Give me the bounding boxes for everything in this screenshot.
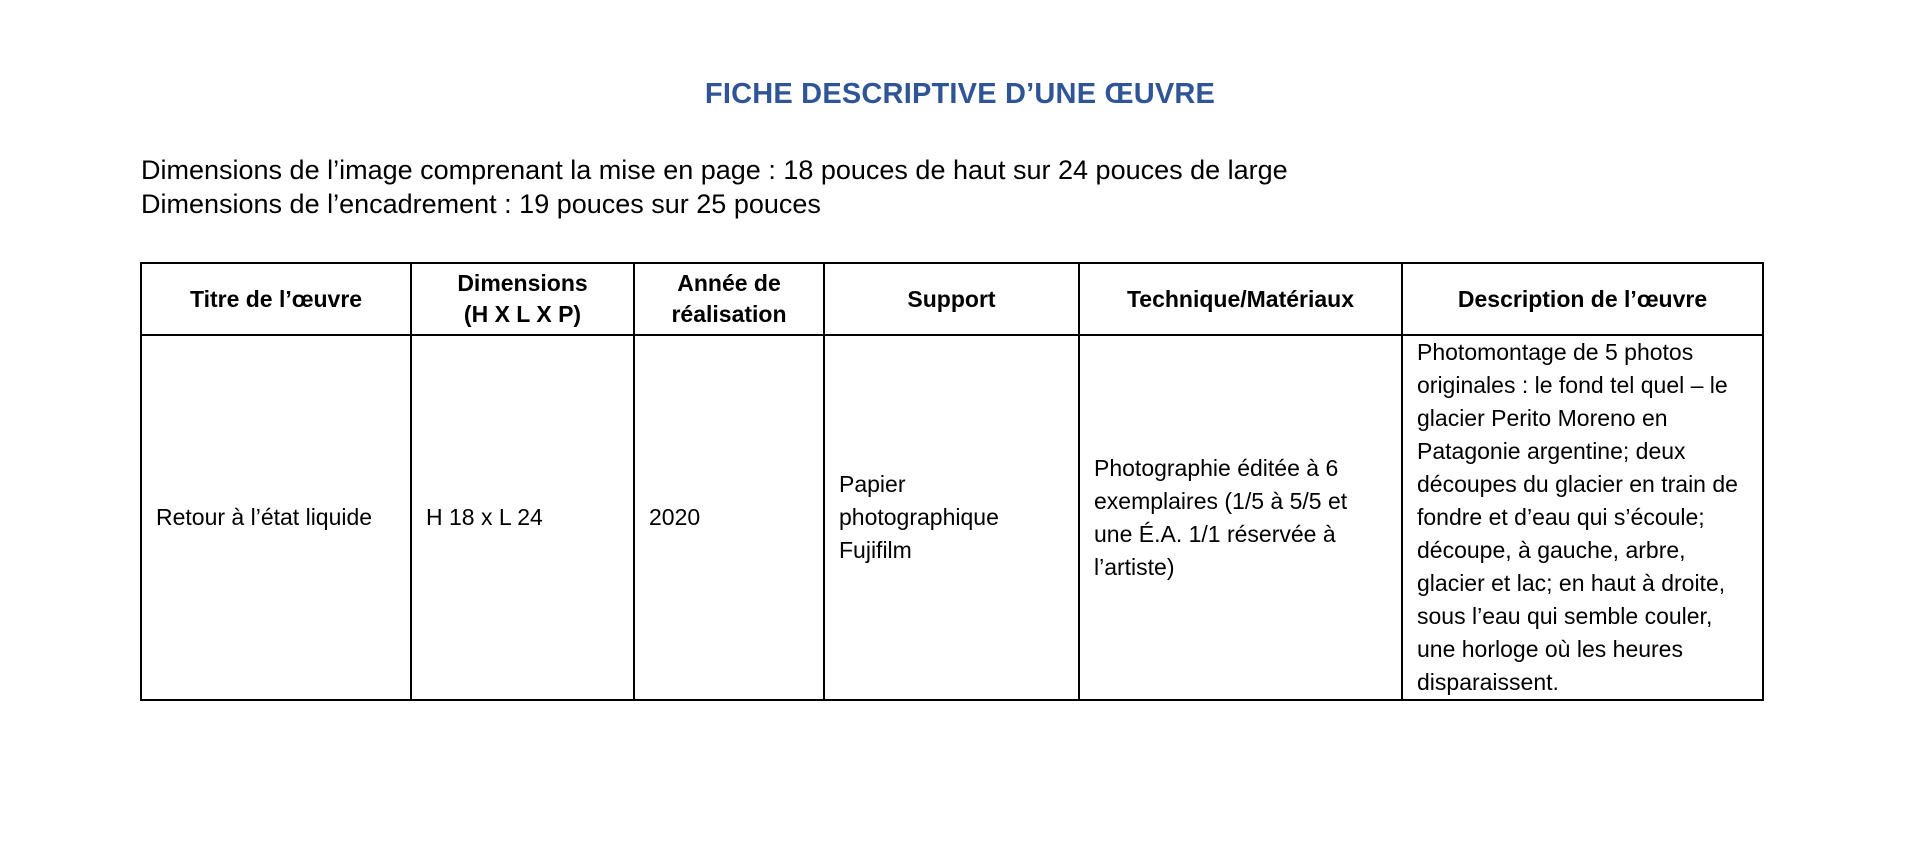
cell-dimensions: H 18 x L 24 bbox=[411, 335, 634, 700]
cell-technique: Photographie éditée à 6 exemplaires (1/5 à 5/5 et une É.A. 1/1 réservée à l’artiste) bbox=[1079, 335, 1402, 700]
header-annee-sublabel: réalisation bbox=[671, 301, 787, 327]
header-annee bbox=[634, 263, 824, 335]
header-technique bbox=[1079, 263, 1402, 335]
header-titre-label: Titre de l’œuvre bbox=[189, 285, 363, 312]
cell-description: Photomontage de 5 photos originales : le fond tel quel – le glacier Perito Moreno en Patagonie argentine; deux découpes du glacier en train de fondre et d’eau qui s’écoule; découpe, à gauche, arbre, glacier et lac; en haut à droite, sous l’eau qui semble couler, une horloge où les heures disparaissent. bbox=[1402, 335, 1763, 700]
cell-annee: 2020 bbox=[634, 335, 824, 700]
header-dimensions bbox=[411, 263, 634, 335]
header-technique-label: Technique/Matériaux bbox=[1126, 285, 1355, 312]
table-row bbox=[141, 335, 1763, 700]
table-header-row bbox=[141, 263, 1763, 335]
header-support-label: Support bbox=[907, 285, 996, 312]
header-description-label: Description de l’œuvre bbox=[1457, 285, 1708, 312]
header-annee-label: Année de bbox=[677, 270, 781, 296]
image-dimensions-text: Dimensions de l’image comprenant la mise en page : 18 pouces de haut sur 24 pouces de large bbox=[141, 155, 1288, 185]
cell-titre: Retour à l’état liquide bbox=[141, 335, 411, 700]
header-dimensions-label: Dimensions bbox=[457, 270, 588, 296]
header-support bbox=[824, 263, 1079, 335]
artwork-table bbox=[140, 262, 1764, 701]
header-titre bbox=[141, 263, 411, 335]
frame-dimensions-text: Dimensions de l’encadrement : 19 pouces sur 25 pouces bbox=[141, 189, 821, 219]
header-dimensions-sublabel: (H X L X P) bbox=[463, 301, 582, 327]
intro-section bbox=[141, 153, 1288, 221]
cell-support: Papier photographique Fujifilm bbox=[824, 335, 1079, 700]
page-title: FICHE DESCRIPTIVE D’UNE ŒUVRE bbox=[704, 78, 1216, 110]
header-description bbox=[1402, 263, 1763, 335]
